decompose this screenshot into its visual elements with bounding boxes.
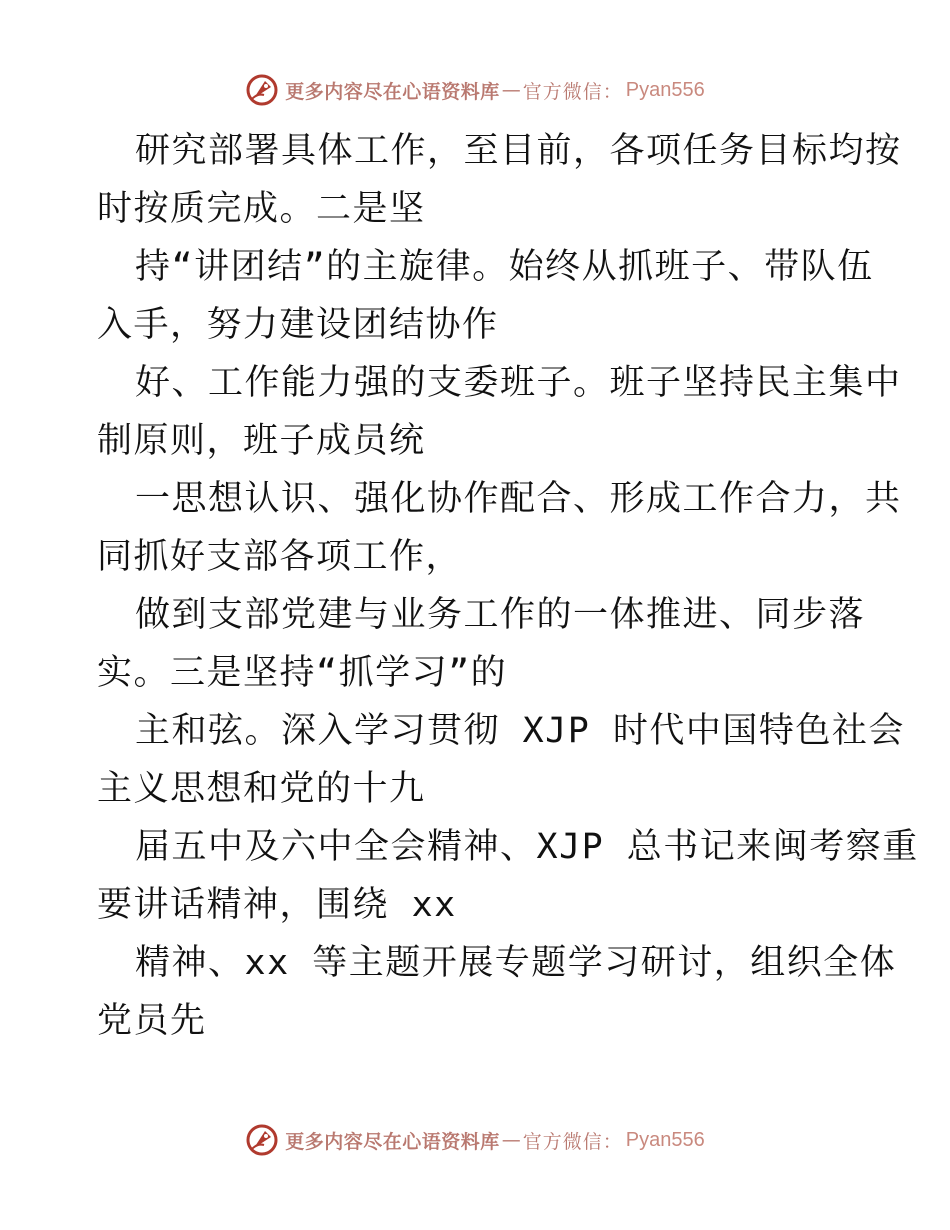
banner-dash: —: [501, 1129, 521, 1151]
body-line: 党员先: [97, 1001, 207, 1041]
body-line: 好、工作能力强的支委班子。班子坚持民主集中: [135, 363, 902, 403]
body-line: 同抓好支部各项工作，: [97, 537, 463, 577]
header-banner: [0, 70, 950, 110]
banner-wechat-id: Pyan556: [625, 78, 705, 101]
banner-dash: —: [501, 79, 521, 101]
banner-label: 官方微信: [522, 1130, 603, 1153]
body-line: 实。三是坚持“抓学习”的: [97, 653, 508, 693]
body-line: 持“讲团结”的主旋律。始终从抓班子、带队伍: [135, 247, 874, 287]
body-line: 主义思想和党的十九: [97, 769, 426, 809]
body-line: 入手，努力建设团结协作: [97, 305, 499, 345]
body-line: 一思想认识、强化协作配合、形成工作合力，共: [135, 479, 902, 519]
banner-title: 更多内容尽在心语资料库: [285, 80, 500, 103]
banner-wechat-id: Pyan556: [625, 1128, 705, 1151]
document-body: [97, 122, 919, 1050]
pen-nib-logo-icon: [245, 73, 279, 107]
body-line: 时按质完成。二是坚: [97, 189, 426, 229]
body-line: 做到支部党建与业务工作的一体推进、同步落: [135, 595, 866, 635]
body-line: 届五中及六中全会精神、XJP 总书记来闽考察重: [135, 827, 919, 867]
body-line: 制原则，班子成员统: [97, 421, 426, 461]
body-line: 要讲话精神，围绕 xx: [97, 885, 457, 925]
footer-banner: [0, 1120, 950, 1160]
banner-colon: ：: [602, 1130, 622, 1153]
body-line: 精神、xx 等主题开展专题学习研讨，组织全体: [135, 943, 897, 983]
banner-title: 更多内容尽在心语资料库: [285, 1130, 500, 1153]
body-line: 主和弦。深入学习贯彻 XJP 时代中国特色社会: [135, 711, 905, 751]
banner-label: 官方微信: [522, 80, 603, 103]
banner-colon: ：: [602, 80, 622, 103]
body-line: 研究部署具体工作，至目前，各项任务目标均按: [135, 131, 902, 171]
pen-nib-logo-icon: [245, 1123, 279, 1157]
